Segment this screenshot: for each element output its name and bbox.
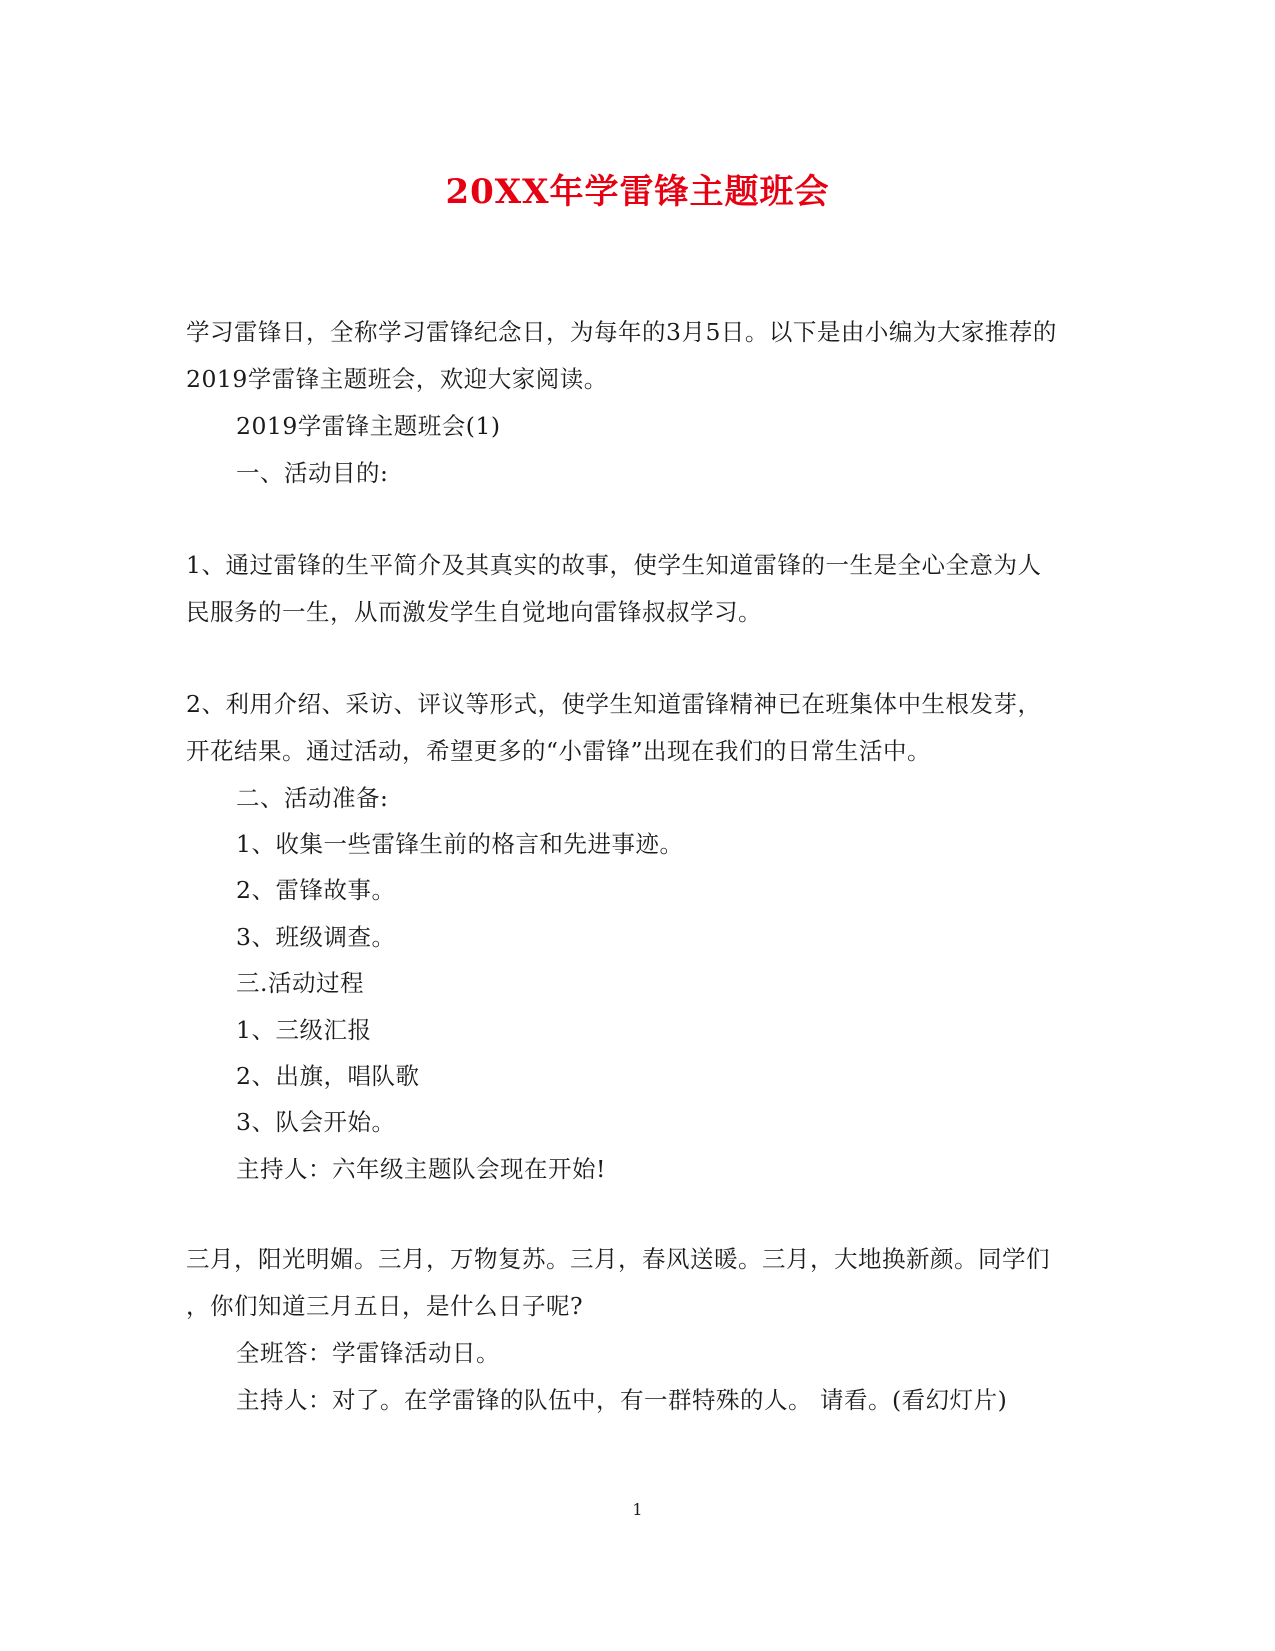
paragraph-line: 2019学雷锋主题班会，欢迎大家阅读。	[186, 365, 608, 393]
dialogue-line: 主持人：六年级主题队会现在开始!	[236, 1155, 606, 1183]
dialogue-line: 主持人：对了。在学雷锋的队伍中，有一群特殊的人。 请看。(看幻灯片)	[236, 1386, 1008, 1414]
paragraph-line: 三月，阳光明媚。三月，万物复苏。三月，春风送暖。三月，大地换新颜。同学们	[186, 1245, 1050, 1273]
list-item: 1、收集一些雷锋生前的格言和先进事迹。	[236, 830, 684, 858]
page-number: 1	[632, 1500, 643, 1519]
document-title: 20XX年学雷锋主题班会	[445, 172, 830, 212]
section-heading: 二、活动准备:	[236, 784, 389, 812]
paragraph-line: 民服务的一生，从而激发学生自觉地向雷锋叔叔学习。	[186, 598, 762, 626]
paragraph-line: 1、通过雷锋的生平简介及其真实的故事，使学生知道雷锋的一生是全心全意为人	[186, 551, 1042, 579]
paragraph-line: 学习雷锋日，全称学习雷锋纪念日，为每年的3月5日。以下是由小编为大家推荐的	[186, 318, 1057, 346]
list-item: 1、三级汇报	[236, 1016, 372, 1044]
list-item: 3、班级调查。	[236, 923, 396, 951]
paragraph-line: 开花结果。通过活动，希望更多的“小雷锋”出现在我们的日常生活中。	[186, 737, 932, 765]
section-heading: 2019学雷锋主题班会(1)	[236, 412, 501, 440]
list-item: 2、出旗，唱队歌	[236, 1062, 420, 1090]
paragraph-line: 2、利用介绍、采访、评议等形式，使学生知道雷锋精神已在班集体中生根发芽，	[186, 690, 1042, 718]
section-heading: 一、活动目的:	[236, 459, 389, 487]
paragraph-line: ，你们知道三月五日，是什么日子呢?	[186, 1292, 584, 1320]
list-item: 2、雷锋故事。	[236, 876, 396, 904]
dialogue-line: 全班答：学雷锋活动日。	[236, 1339, 500, 1367]
section-heading: 三.活动过程	[236, 969, 364, 997]
list-item: 3、队会开始。	[236, 1108, 396, 1136]
